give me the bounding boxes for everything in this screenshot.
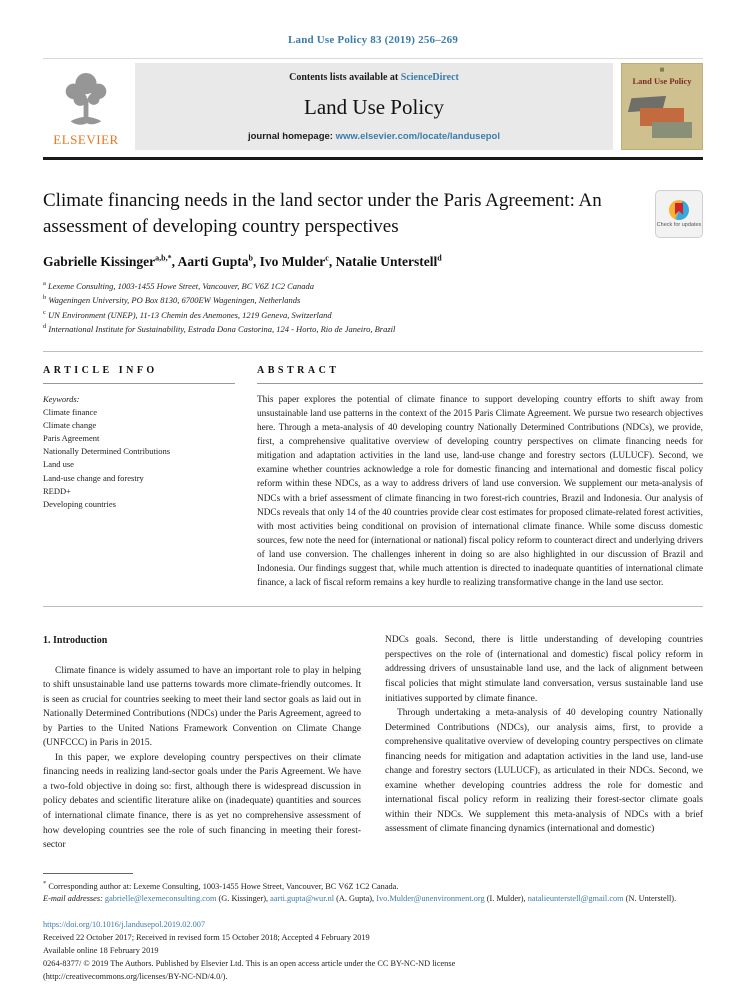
abstract-bottom-rule	[43, 606, 703, 607]
keyword-item: Paris Agreement	[43, 433, 100, 444]
section-divider-rule	[43, 351, 703, 352]
check-for-updates-label: Check for updates	[656, 221, 702, 228]
footnote-divider-rule	[43, 873, 133, 874]
header-divider-rule	[43, 157, 703, 160]
contents-line	[141, 72, 607, 83]
article-info-section	[43, 365, 235, 591]
corresponding-author-note: * Corresponding author at: Lexeme Consulting, 1003-1455 Howe Street, Vancouver, BC V6Z 1C2 Canada. E-mail addresses: gabrielle@lexemeconsulting.com (G. Kissinger), aarti.gupta@wur.nl (A. Gupta), Ivo.Mulder@unenvironment.org (I. Mulder), natalieunterstell@gmail.com (N. Unterstell).	[43, 879, 677, 904]
email-link[interactable]: Ivo.Mulder@unenvironment.org	[376, 894, 485, 904]
affiliation-item: $^a$ Lexeme Consulting, 1003-1455 Howe Street, Vancouver, BC V6Z 1C2 Canada	[43, 279, 315, 291]
body-paragraph: NDCs goals. Second, there is little understanding of developing countries perspectives on the role of (international and domestic) fiscal policy reform in addressing drivers of unsustainable land use, and the lack of alignment between fiscal policies that might stimulate land conversation, versus sustainable land use initiatives supported by climate finance.	[385, 635, 703, 704]
author-name: Natalie Unterstell$^d$	[335, 253, 442, 269]
article-title: Climate financing needs in the land sector under the Paris Agreement: An assessment of developing country perspectives	[43, 190, 602, 238]
footnote-block	[43, 873, 361, 874]
author-list	[43, 253, 703, 270]
keyword-item: Climate finance	[43, 406, 98, 417]
received-dates-text: Received 22 October 2017; Received in revised form 15 October 2018; Accepted 4 February 2019	[43, 932, 370, 942]
author-name: Aarti Gupta$^b$ ,	[178, 254, 260, 269]
journal-cover-thumbnail	[621, 63, 703, 150]
body-paragraph: Climate finance is widely assumed to have an important role to play in helping to shift unsustainable land use patterns towards more climate-friendly outcomes. It is seen as crucial for countries seeking to meet their land sector goals as laid out in Nationally Determined Contributions (NDCs) under the Paris Agreement, agreed to by Parties to the United Nations Framework Convention on Climate Change (UNFCCC) in Paris in 2015.	[43, 665, 361, 749]
affiliation-item: $^d$ International Institute for Sustainability, Estrada Dona Castorina, 124 - Horto, Rio de Janeiro, Brazil	[43, 323, 396, 335]
introduction-heading: 1. Introduction	[43, 635, 108, 647]
crossmark-icon	[669, 200, 689, 220]
keyword-item: Land use	[43, 459, 74, 470]
body-right-column	[385, 633, 703, 878]
email-segment: natalieunterstell@gmail.com (N. Unterstell).	[527, 894, 677, 904]
keyword-item: Climate change	[43, 419, 97, 430]
email-link[interactable]: aarti.gupta@wur.nl	[270, 894, 335, 904]
affiliation-item: $^c$ UN Environment (UNEP), 11-13 Chemin des Anemones, 1219 Geneva, Switzerland	[43, 308, 332, 320]
email-segment: aarti.gupta@wur.nl (A. Gupta),	[270, 894, 377, 904]
cover-title-text: Land Use Policy	[632, 76, 692, 86]
email-link[interactable]: gabrielle@lexemeconsulting.com	[104, 894, 217, 904]
doi-link[interactable]: https://doi.org/10.1016/j.landusepol.2019.02.007	[43, 920, 206, 930]
journal-homepage-link[interactable]: www.elsevier.com/locate/landusepol	[335, 131, 500, 142]
abstract-section	[257, 365, 703, 591]
cover-art-strip-3	[652, 122, 692, 138]
homepage-prefix-text: journal homepage:	[247, 131, 336, 142]
body-paragraph: Through undertaking a meta-analysis of 40 developing country Nationally Determined Contributions (NDCs), our analysis aims, first, to provide a comprehensive qualitative overview of developing country perspectives on climate financing needs for mitigation and adaptation activities in the land use, land-use change and forestry sectors (LULUCF), as articulated in their NDCs. Second, we examine whether developing countries address the role for domestic and international fiscal policy reform in realizing their forest-sector climate goals within their NDCs. We supplement this meta-analysis of NDCs with a brief assessment of climate financing dynamics (international and domestic)	[385, 708, 703, 835]
author-name: Gabrielle Kissinger$^{a,b,*}$ ,	[43, 254, 178, 269]
email-link[interactable]: natalieunterstell@gmail.com	[527, 894, 624, 904]
keyword-item: Land-use change and forestry	[43, 472, 144, 483]
article-info-heading: ARTICLE INFO	[43, 365, 235, 384]
sciencedirect-link[interactable]: ScienceDirect	[400, 72, 459, 83]
author-affiliation-sup: c	[325, 253, 329, 263]
copyright-text: 0264-8377/ © 2019 The Authors. Published by Elsevier Ltd. This is an open access article under the CC BY-NC-ND license	[43, 958, 456, 968]
available-online-text: Available online 18 February 2019	[43, 945, 159, 955]
abstract-text: This paper explores the potential of climate finance to support developing country efforts to shift away from unsustainable land use patterns in the context of the 2015 Paris Climate Agreement. We pursue two research objectives here. Through a meta-analysis of 40 developing country Nationally Determined Contributions (NDCs), we provide, first, a comprehensive qualitative overview of developing country perspectives on climate financing needs for mitigation and adaptation activities in the land use, land-use change and forestry sectors (LULUCF). Second, we examine whether countries acknowledge a role for domestic financing and international and domestic fiscal policy reform within these NDCs, as a way to address drivers of land use conversion. We supplement our meta-analysis of NDCs with a brief assessment of climate financing in two forest-rich countries, Brazil and Indonesia. Our analysis of NDCs reveals that only 14 of the 40 countries provide clear cost estimates for proposed climate-related forest activities, with most activities being conditional on provision of international climate finance. While some discuss domestic sources, few note the need for (international or national) fiscal policy reform to counteract direct and underlying drivers of land use conversion. The challenges inherent in doing so are also highlighted in our discussion of Brazil and Indonesia. Our findings suggest that, while much attention is directed to inadequate quantities of international climate finance, a lack of fiscal reform remains a key hurdle to realizing transformative change in the land use sector.	[257, 394, 703, 589]
body-left-column	[43, 633, 361, 878]
author-affiliation-sup: a,b,*	[155, 253, 172, 263]
email-addresses-label: E-mail addresses:	[43, 894, 103, 904]
homepage-line	[141, 131, 607, 142]
keyword-item: Nationally Determined Contributions	[43, 446, 171, 457]
affiliation-item: $^b$ Wageningen University, PO Box 8130, 6700EW Wageningen, Netherlands	[43, 294, 301, 306]
author-affiliation-sup: b	[248, 253, 253, 263]
article-history-block	[43, 919, 703, 983]
affiliation-list	[43, 279, 703, 337]
email-segment: gabrielle@lexemeconsulting.com (G. Kissinger),	[104, 894, 271, 904]
footnote-marker: *	[43, 879, 47, 887]
elsevier-logo	[43, 63, 129, 150]
keywords-block	[43, 393, 235, 512]
elsevier-tree-icon	[58, 71, 114, 131]
license-url-text: (http://creativecommons.org/licenses/BY-NC-ND/4.0/).	[43, 971, 228, 981]
journal-header-banner	[43, 58, 703, 150]
keyword-item: REDD+	[43, 485, 71, 496]
journal-citation-link[interactable]: Land Use Policy 83 (2019) 256–269	[287, 34, 459, 46]
keyword-item: Developing countries	[43, 499, 116, 509]
author-name: Ivo Mulder$^c$ ,	[260, 254, 336, 269]
abstract-heading: ABSTRACT	[257, 365, 703, 384]
cover-publisher-mark: ▦	[659, 68, 665, 73]
journal-title: Land Use Policy	[304, 94, 444, 119]
check-for-updates-button[interactable]	[655, 190, 703, 238]
contents-prefix-text: Contents lists available at	[289, 72, 401, 83]
email-segment: Ivo.Mulder@unenvironment.org (I. Mulder),	[376, 894, 528, 904]
author-affiliation-sup: d	[437, 253, 442, 263]
journal-banner	[135, 63, 613, 150]
keywords-label: Keywords:	[43, 393, 80, 404]
elsevier-wordmark: ELSEVIER	[53, 132, 119, 147]
body-paragraph: In this paper, we explore developing country perspectives on their climate financing needs in realizing land-sector goals under the Paris Agreement. We have a two-fold objective in doing so: first, although there is widespread discussion in policy debates and scientific literature alike on (inadequate) quantities and sources of international climate finance, there is as yet no comprehensive assessment of how developing countries see the role of such financing in meeting their forest-sector	[43, 752, 361, 851]
